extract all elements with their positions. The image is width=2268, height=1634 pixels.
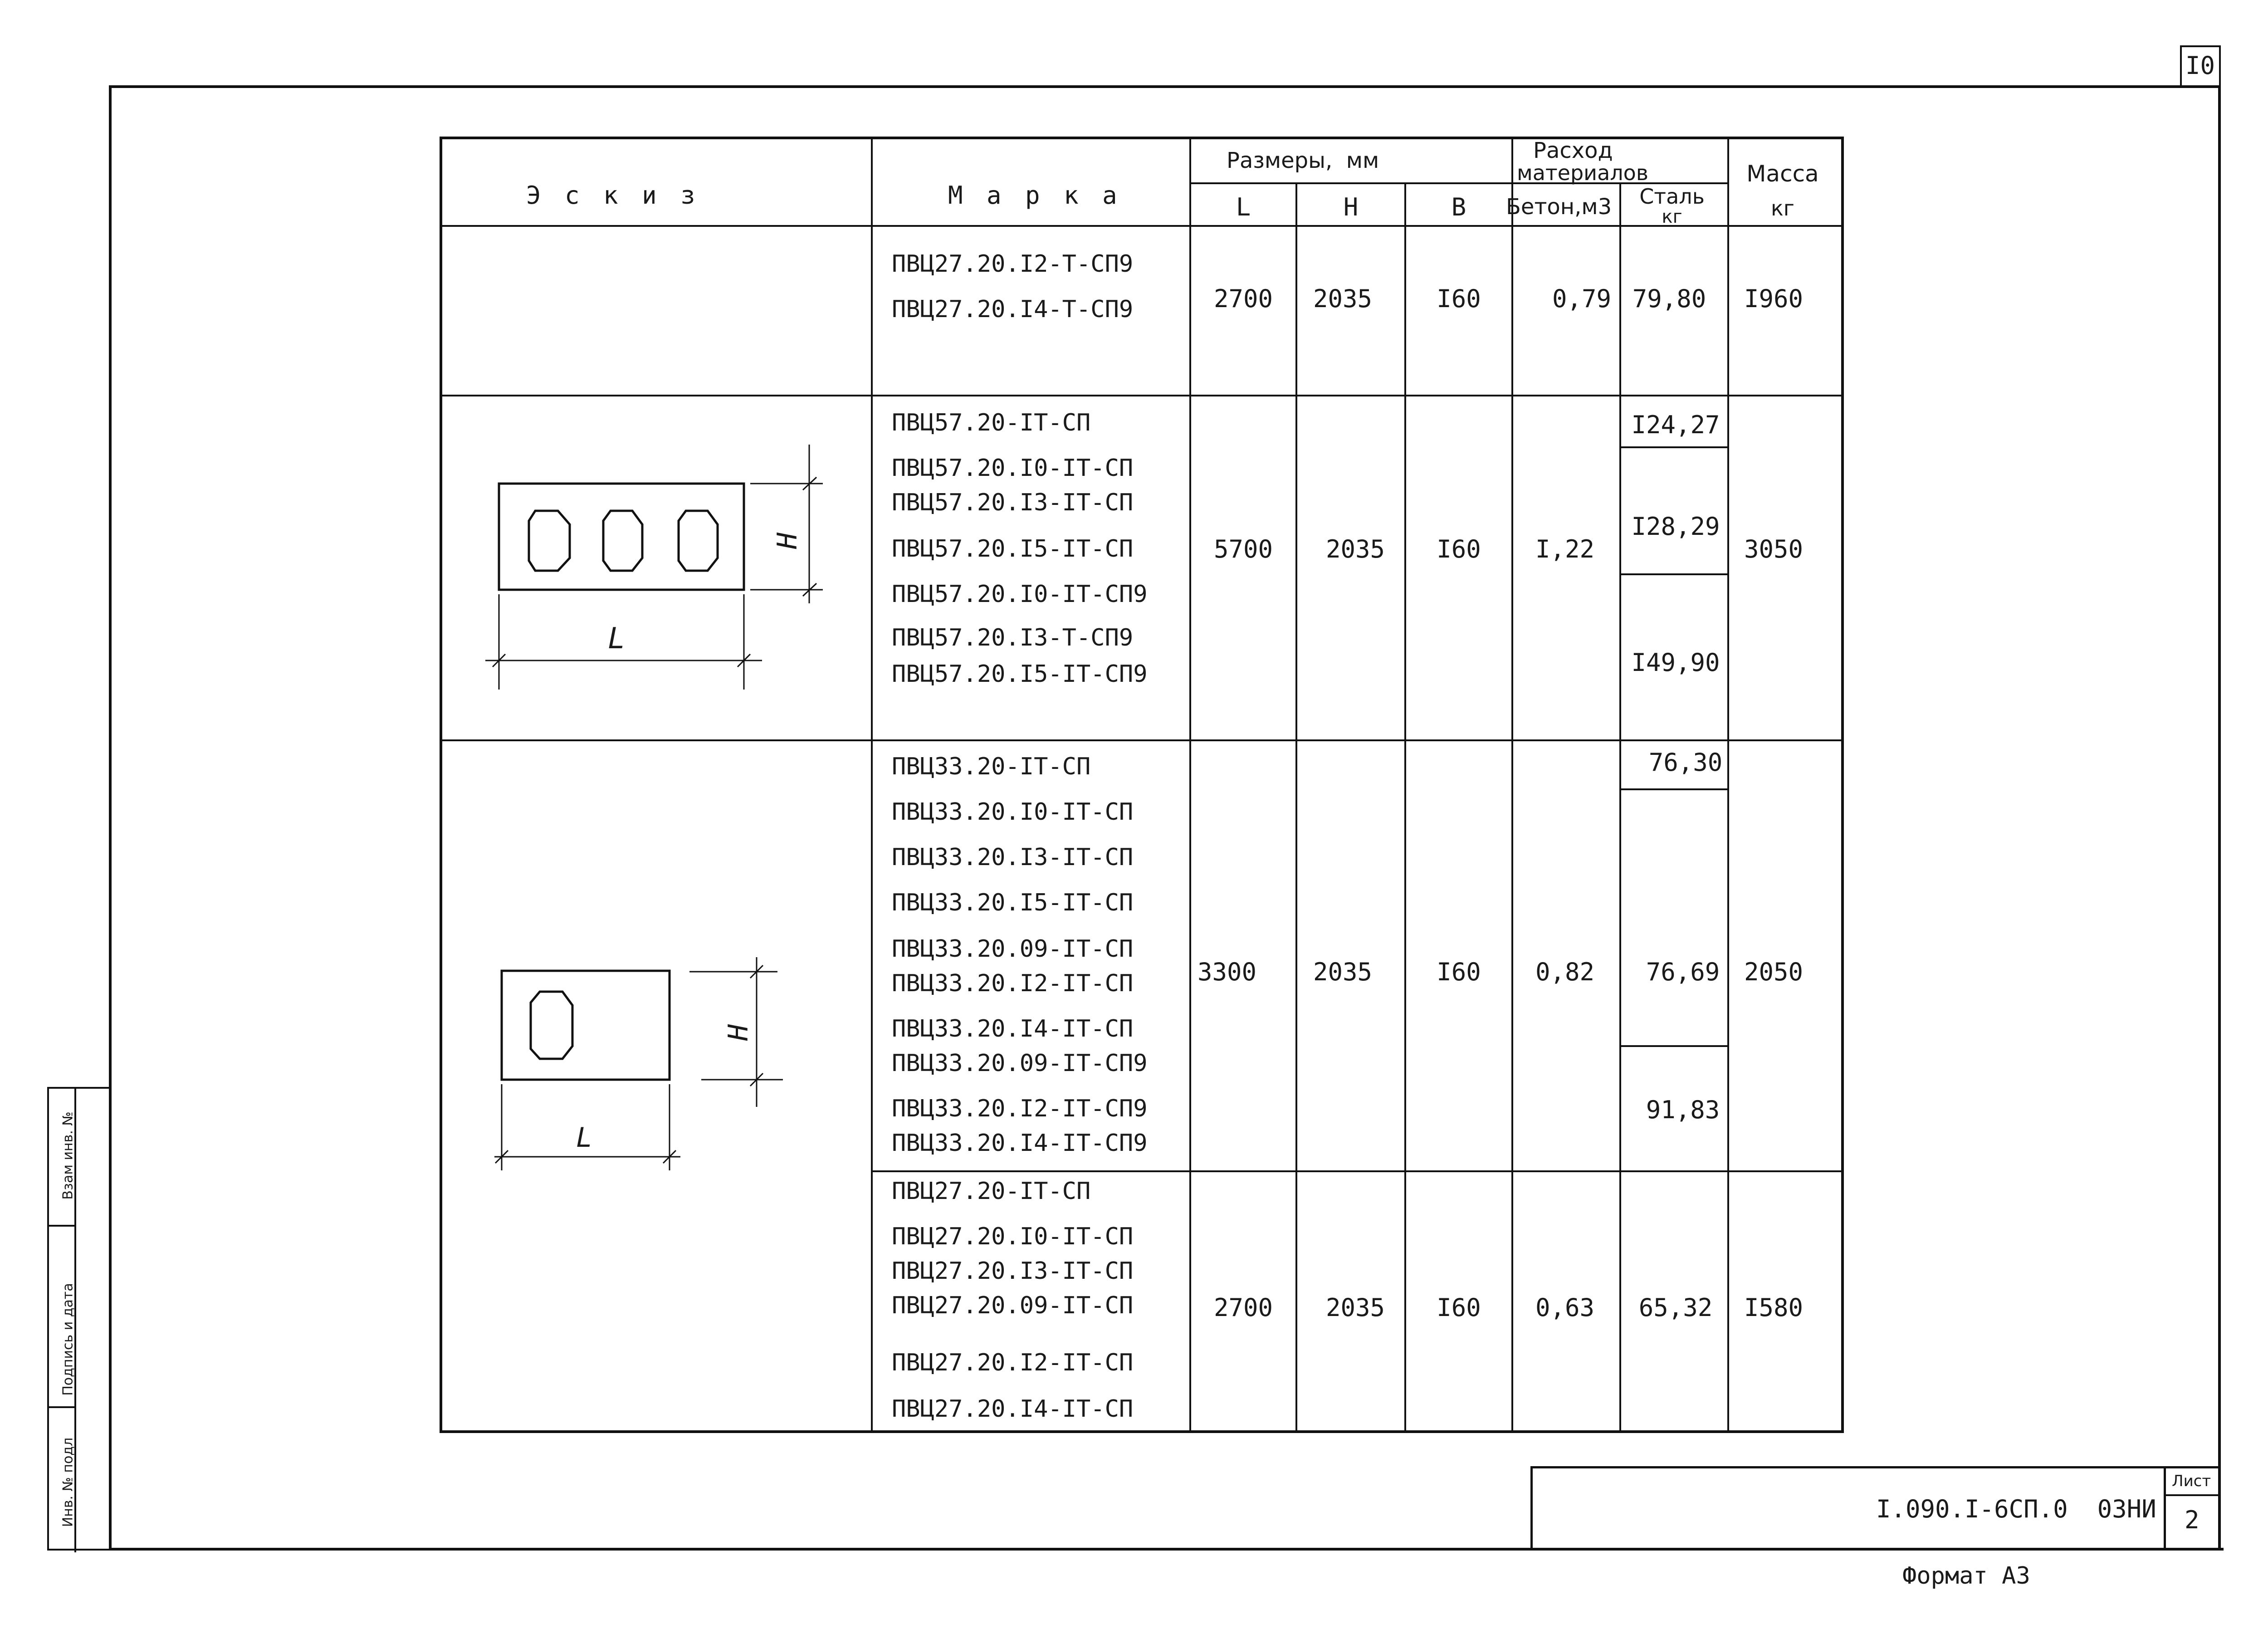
header-mark: М а р к а xyxy=(948,181,1122,210)
sketch1-h-label: H xyxy=(772,532,804,549)
header-L: L xyxy=(1236,193,1251,221)
g0-B: I60 xyxy=(1437,284,1481,313)
header-materials-1: Расход xyxy=(1533,138,1613,163)
g0-L: 2700 xyxy=(1213,284,1273,313)
header-mass-2: кг xyxy=(1771,196,1794,220)
mark-g2-4: ПВЦ33.20.09-IТ-СП xyxy=(892,935,1134,963)
g3-B: I60 xyxy=(1437,1293,1481,1322)
mark-g1-4: ПВЦ57.20.I0-IТ-СП9 xyxy=(892,581,1148,608)
sketch1-l-label: L xyxy=(608,622,626,656)
mark-g2-7: ПВЦ33.20.09-IТ-СП9 xyxy=(892,1050,1148,1077)
mark-g1-3: ПВЦ57.20.I5-IТ-СП xyxy=(892,535,1134,563)
g0-steel: 79,80 xyxy=(1632,284,1706,313)
g3-H: 2035 xyxy=(1325,1293,1385,1322)
g1-steel-0: I24,27 xyxy=(1631,411,1720,439)
mark-g3-4: ПВЦ27.20.I2-IТ-СП xyxy=(892,1349,1134,1376)
header-dimensions: Размеры, мм xyxy=(1227,148,1379,173)
mark-g2-3: ПВЦ33.20.I5-IТ-СП xyxy=(892,889,1134,916)
mark-g2-1: ПВЦ33.20.I0-IТ-СП xyxy=(892,798,1134,826)
format-label: Формат А3 xyxy=(1902,1562,2030,1590)
mark-g2-5: ПВЦ33.20.I2-IТ-СП xyxy=(892,970,1134,997)
g2-L: 3300 xyxy=(1198,958,1257,986)
mark-g0-0: ПВЦ27.20.I2-Т-СП9 xyxy=(892,250,1134,278)
mark-g1-1: ПВЦ57.20.I0-IТ-СП xyxy=(892,455,1134,482)
g2-steel-1: 76,69 xyxy=(1646,958,1720,986)
g3-mass: I580 xyxy=(1744,1293,1804,1322)
header-concrete: Бетон,м3 xyxy=(1506,194,1612,220)
header-sketch: Э с к и з xyxy=(526,181,700,210)
g0-concrete: 0,79 xyxy=(1552,284,1611,313)
sketch-three-openings xyxy=(485,445,823,690)
header-steel-1: Сталь xyxy=(1639,184,1705,209)
g1-steel-2: I49,90 xyxy=(1631,648,1720,677)
header-steel-2: кг xyxy=(1662,206,1682,227)
g2-steel-0: 76,30 xyxy=(1648,748,1723,777)
sketch2-h-label: H xyxy=(723,1024,755,1041)
mark-g2-2: ПВЦ33.20.I3-IТ-СП xyxy=(892,844,1134,871)
g1-mass: 3050 xyxy=(1744,535,1804,563)
g2-H: 2035 xyxy=(1313,958,1373,986)
side-stamp-replace-label: Взам инв. № xyxy=(60,1111,76,1200)
mark-g1-6: ПВЦ57.20.I5-IТ-СП9 xyxy=(892,660,1148,688)
mark-g1-0: ПВЦ57.20-IТ-СП xyxy=(892,409,1091,436)
g2-steel-2: 91,83 xyxy=(1646,1096,1720,1124)
mark-g2-9: ПВЦ33.20.I4-IТ-СП9 xyxy=(892,1130,1148,1157)
g1-concrete: I,22 xyxy=(1535,535,1595,563)
g3-concrete: 0,63 xyxy=(1535,1293,1595,1322)
header-B: B xyxy=(1451,193,1466,221)
g0-H: 2035 xyxy=(1313,284,1373,313)
header-H: H xyxy=(1343,193,1359,221)
header-materials-2: материалов xyxy=(1517,161,1648,185)
mark-g3-5: ПВЦ27.20.I4-IТ-СП xyxy=(892,1395,1134,1423)
mark-g2-8: ПВЦ33.20.I2-IТ-СП9 xyxy=(892,1095,1148,1122)
mark-g3-3: ПВЦ27.20.09-IТ-СП xyxy=(892,1292,1134,1319)
g3-L: 2700 xyxy=(1213,1293,1273,1322)
sketch-one-opening xyxy=(494,957,783,1170)
g2-concrete: 0,82 xyxy=(1535,958,1595,986)
g1-B: I60 xyxy=(1437,535,1481,563)
g0-mass: I960 xyxy=(1744,284,1804,313)
mark-g1-5: ПВЦ57.20.I3-Т-СП9 xyxy=(892,624,1134,651)
side-stamp-signature-label: Подпись и дата xyxy=(60,1283,76,1396)
mark-g1-2: ПВЦ57.20.I3-IТ-СП xyxy=(892,489,1134,516)
g2-mass: 2050 xyxy=(1744,958,1804,986)
title-code: I.090.I-6СП.0 03НИ xyxy=(1876,1495,2156,1523)
sketch2-l-label: L xyxy=(576,1122,593,1154)
g2-B: I60 xyxy=(1437,958,1481,986)
g1-L: 5700 xyxy=(1213,535,1273,563)
mark-g0-1: ПВЦ27.20.I4-Т-СП9 xyxy=(892,296,1134,323)
g1-H: 2035 xyxy=(1325,535,1385,563)
header-mass-1: Масса xyxy=(1746,161,1819,187)
sheet-label: Лист xyxy=(2172,1472,2211,1490)
mark-g3-2: ПВЦ27.20.I3-IТ-СП xyxy=(892,1257,1134,1285)
mark-g3-0: ПВЦ27.20-IТ-СП xyxy=(892,1178,1091,1205)
side-stamp-inv-label: Инв. № подл xyxy=(60,1437,76,1527)
mark-g2-0: ПВЦ33.20-IТ-СП xyxy=(892,753,1091,780)
sheet-number-top: I0 xyxy=(2185,51,2215,80)
mark-g3-1: ПВЦ27.20.I0-IТ-СП xyxy=(892,1223,1134,1250)
sheet-value: 2 xyxy=(2185,1506,2200,1534)
mark-g2-6: ПВЦ33.20.I4-IТ-СП xyxy=(892,1015,1134,1042)
g3-steel: 65,32 xyxy=(1638,1293,1713,1322)
g1-steel-1: I28,29 xyxy=(1631,512,1720,541)
